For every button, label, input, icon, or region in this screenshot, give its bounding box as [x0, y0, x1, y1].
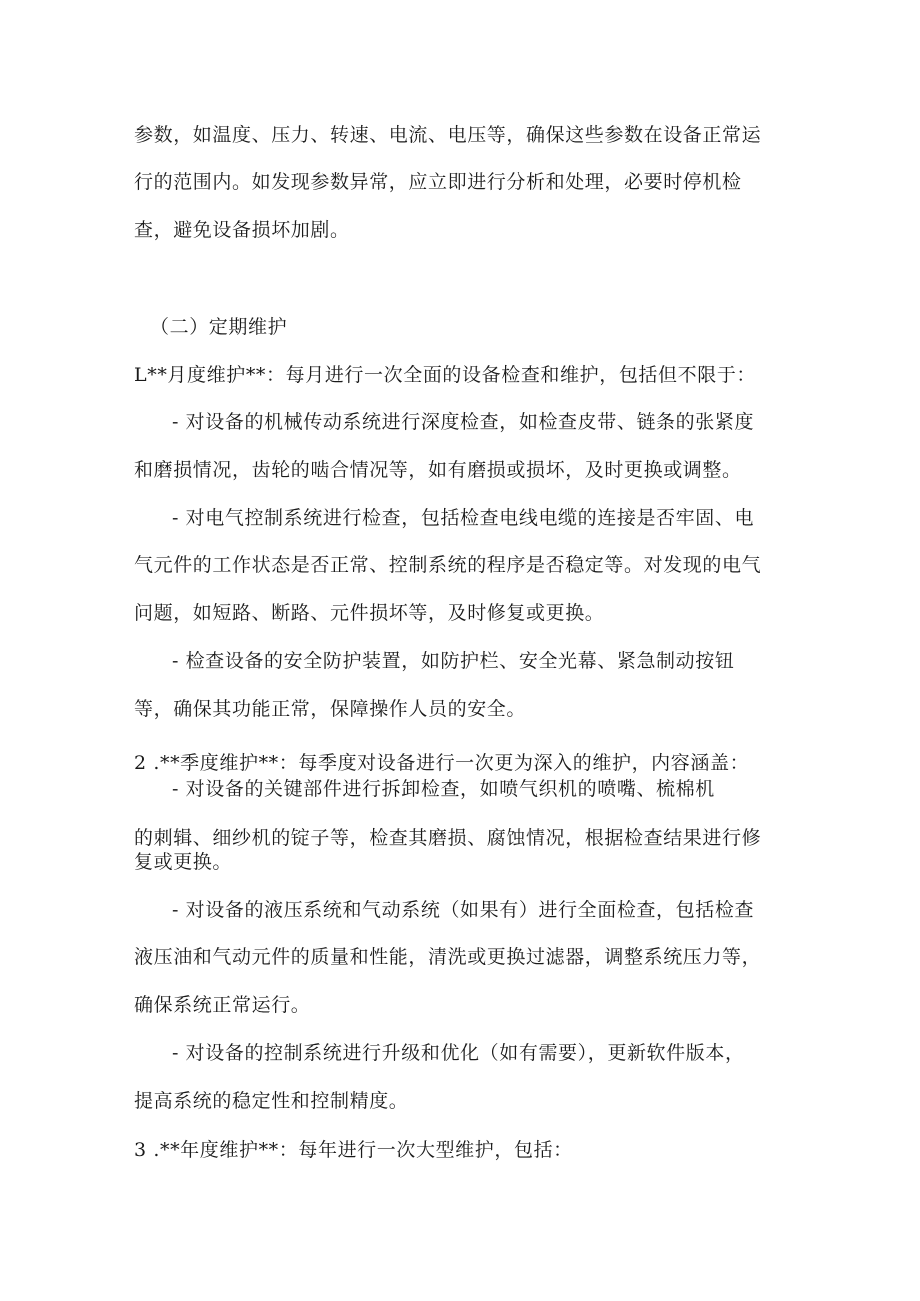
paragraph-line: 等，确保其功能正常，保障操作人员的安全。	[134, 698, 527, 720]
bullet-line: - 检查设备的安全防护装置，如防护栏、安全光幕、紧急制动按钮	[172, 650, 735, 672]
paragraph-line: 和磨损情况，齿轮的啮合情况等，如有磨损或损坏，及时更换或调整。	[134, 459, 742, 481]
paragraph-line: 复或更换。	[134, 851, 233, 873]
bullet-line: - 对电气控制系统进行检查，包括检查电线电缆的连接是否牢固、电	[172, 507, 755, 529]
paragraph-line: 行的范围内。如发现参数异常，应立即进行分析和处理，必要时停机检	[134, 171, 742, 193]
bullet-line: - 对设备的关键部件进行拆卸检查，如喷气织机的喷嘴、梳棉机	[172, 778, 715, 800]
paragraph-line: 液压油和气动元件的质量和性能，清洗或更换过滤器，调整系统压力等，	[134, 946, 762, 968]
section-heading: （二）定期维护	[150, 316, 288, 338]
paragraph-line: 确保系统正常运行。	[134, 994, 311, 1016]
paragraph-line: 问题，如短路、断路、元件损坏等，及时修复或更换。	[134, 602, 605, 624]
bullet-line: - 对设备的液压系统和气动系统（如果有）进行全面检查，包括检查	[172, 899, 755, 921]
paragraph-line: 提高系统的稳定性和控制精度。	[134, 1090, 409, 1112]
list-item-title: 3 .**年度维护**：每年进行一次大型维护，包括：	[134, 1139, 573, 1161]
paragraph-line: 气元件的工作状态是否正常、控制系统的程序是否稳定等。对发现的电气	[134, 554, 762, 576]
bullet-line: - 对设备的控制系统进行升级和优化（如有需要），更新软件版本，	[172, 1042, 745, 1064]
list-item-title: 2 .**季度维护**：每季度对设备进行一次更为深入的维护，内容涵盖：	[134, 752, 750, 774]
paragraph-line: 参数，如温度、压力、转速、电流、电压等，确保这些参数在设备正常运	[134, 124, 762, 146]
paragraph-line: 的刺辑、细纱机的锭子等，检查其磨损、腐蚀情况，根据检查结果进行修	[134, 827, 762, 849]
bullet-line: - 对设备的机械传动系统进行深度检查，如检查皮带、链条的张紧度	[172, 411, 755, 433]
paragraph-line: 查，避免设备损坏加剧。	[134, 219, 350, 241]
list-item-title: L**月度维护**：每月进行一次全面的设备检查和维护，包括但不限于：	[134, 364, 757, 386]
